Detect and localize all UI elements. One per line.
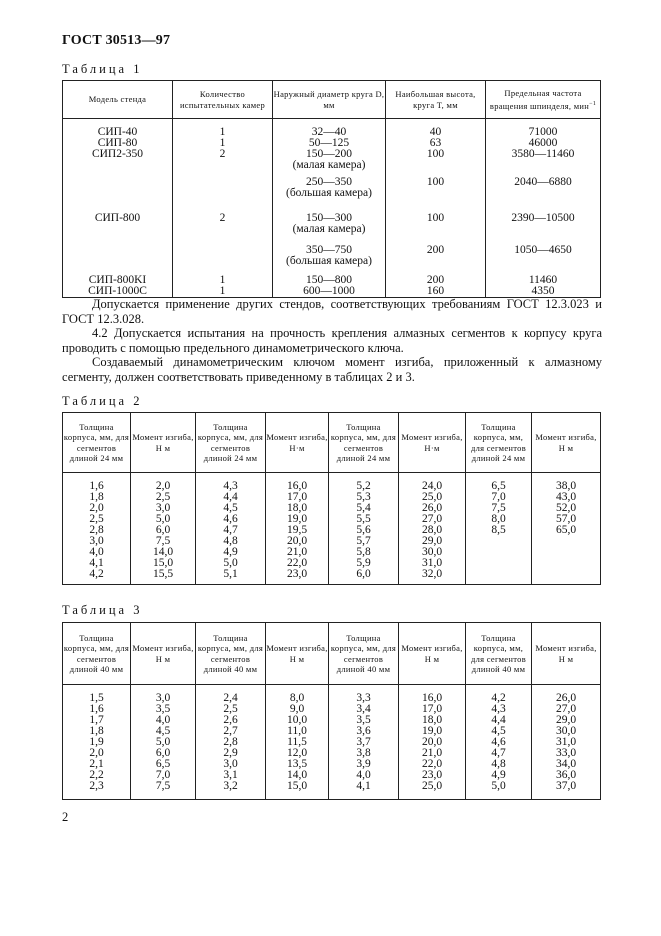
table2-caption: Таблица 2 (62, 394, 143, 408)
table3 (62, 622, 601, 800)
table3-head-thickness: Толщина корпуса, мм, для сегментов длиной 40 мм (196, 623, 266, 685)
table3-cell: 1,7 (89, 714, 104, 726)
table2-cell: 4,8 (223, 535, 238, 547)
table1-cell: 63 (429, 137, 442, 149)
table1-cell: 1 (219, 126, 226, 138)
table3-col-0 (63, 685, 131, 800)
table3-cell: 18,0 (421, 714, 443, 726)
table3-cell: 2,5 (223, 703, 238, 715)
table1-cell: СИП-1000С (88, 285, 147, 297)
table2-head-thickness: Толщина корпуса, мм, для сегментов длиной 24 мм (466, 413, 532, 473)
table2-cell: 28,0 (421, 524, 443, 536)
table3-cell: 3,0 (155, 692, 171, 704)
document-header: ГОСТ 30513—97 (62, 33, 171, 48)
table1-cell (63, 160, 172, 171)
table1-cell (173, 188, 272, 199)
table1-cell: 1 (219, 274, 226, 286)
table1-cell: СИП-800 (94, 212, 141, 224)
table3-cell: 3,6 (356, 725, 371, 737)
table1-head-frequency-text: Предельная частота вращения шпинделя, мин (489, 88, 590, 111)
paragraph-2 (62, 326, 602, 355)
table2-cell: 23,0 (286, 568, 308, 580)
table2-cell: 38,0 (555, 480, 577, 492)
table3-head-moment: Момент изгиба, Н м (131, 623, 196, 685)
table1-cell (63, 256, 172, 267)
page-number: 2 (62, 810, 69, 824)
table3-cell: 7,5 (155, 780, 171, 792)
table2-cell: 5,5 (356, 513, 371, 525)
table3-col-3 (266, 685, 329, 800)
table2-cell: 7,0 (491, 491, 506, 503)
table1-cell: 1050—4650 (514, 244, 572, 256)
table2-cell: 5,2 (356, 480, 371, 492)
table2-cell: 6,5 (491, 480, 506, 492)
table3-cell: 26,0 (555, 692, 577, 704)
table2-cell: 25,0 (421, 491, 443, 503)
table2-cell: 31,0 (421, 557, 443, 569)
table2-cell: 19,0 (286, 513, 308, 525)
table3-cell: 2,8 (223, 736, 238, 748)
table1-cell (486, 256, 600, 267)
table3-cell: 19,0 (421, 725, 443, 737)
table2-cell: 1,8 (89, 491, 104, 503)
table2-cell: 4,1 (89, 557, 104, 569)
table3-head-moment: Момент изгиба, Н м (399, 623, 466, 685)
table2-cell: 5,0 (223, 557, 238, 569)
table3-cell: 11,5 (287, 736, 307, 748)
table2-cell: 4,2 (89, 568, 104, 580)
table1-cell: 11460 (528, 274, 558, 286)
table3-cell: 1,5 (89, 692, 104, 704)
table3-cell: 2,3 (89, 780, 104, 792)
table1-head-model: Модель стенда (63, 81, 173, 119)
table1-cell: 150—200 (306, 148, 352, 160)
table1-cell: 46000 (528, 137, 558, 149)
table1-cell: 40 (429, 126, 442, 138)
table1-cell (486, 160, 600, 171)
table2-cell: 30,0 (421, 546, 443, 558)
table2-cell: 2,0 (155, 480, 171, 492)
table1-cell (486, 224, 600, 235)
table1-col-model (63, 119, 173, 298)
table1-cell: СИП-800KI (88, 274, 147, 286)
table1-cell (63, 245, 172, 256)
table2-cell: 57,0 (555, 513, 577, 525)
table2-cell: 4,4 (223, 491, 238, 503)
table2-head-moment: Момент изгиба, Н м (131, 413, 196, 473)
table3-cell: 20,0 (421, 736, 443, 748)
table1-cell: (малая камера) (292, 223, 366, 235)
table2-cell: 22,0 (286, 557, 308, 569)
paragraph-1 (62, 297, 602, 326)
table2-cell: 8,0 (491, 513, 506, 525)
table3-cell: 4,7 (491, 747, 506, 759)
table1 (62, 80, 601, 298)
table3-col-5 (399, 685, 466, 800)
table2-cell: 32,0 (421, 568, 443, 580)
table3-cell: 4,0 (356, 769, 371, 781)
table2-cell: 52,0 (555, 502, 577, 514)
table3-cell: 27,0 (555, 703, 577, 715)
table3-cell: 3,4 (356, 703, 371, 715)
table3-cell: 5,0 (491, 780, 506, 792)
table3-cell: 4,0 (155, 714, 171, 726)
table3-cell: 3,8 (356, 747, 371, 759)
table2-cell: 4,9 (223, 546, 238, 558)
table3-cell: 16,0 (421, 692, 443, 704)
table3-head-thickness: Толщина корпуса, мм, для сегментов длиной 40 мм (329, 623, 399, 685)
table2-cell: 20,0 (286, 535, 308, 547)
table2-cell: 1,6 (89, 480, 104, 492)
table3-cell: 29,0 (555, 714, 577, 726)
table2-cell: 2,5 (155, 491, 171, 503)
table3-cell: 34,0 (555, 758, 577, 770)
table1-cell: (малая камера) (292, 159, 366, 171)
table2-cell: 16,0 (286, 480, 308, 492)
table3-cell: 22,0 (421, 758, 443, 770)
table2-cell: 21,0 (286, 546, 308, 558)
table3-cell: 3,0 (223, 758, 238, 770)
table1-cell (386, 188, 485, 199)
table3-cell: 2,6 (223, 714, 238, 726)
table1-cell: 160 (426, 285, 445, 297)
table3-caption: Таблица 3 (62, 603, 143, 617)
table2-cell: 19,5 (286, 524, 308, 536)
table2-cell: 5,7 (356, 535, 371, 547)
table2-head-moment: Момент изгиба, Н м (532, 413, 601, 473)
table3-cell: 3,5 (356, 714, 371, 726)
table3-cell: 9,0 (289, 703, 305, 715)
table3-cell: 7,0 (155, 769, 171, 781)
table3-cell: 3,1 (223, 769, 238, 781)
table2-col-7 (532, 473, 601, 585)
table3-cell: 2,7 (223, 725, 238, 737)
table1-cell: 3580—11460 (511, 148, 575, 160)
table3-cell: 2,2 (89, 769, 104, 781)
table1-col-frequency (486, 119, 601, 298)
table3-head-moment: Момент изгиба, Н м (266, 623, 329, 685)
table1-head-diameter: Наружный диаметр круга D, мм (273, 81, 386, 119)
table2-col-5 (399, 473, 466, 585)
table3-cell: 12,0 (286, 747, 308, 759)
table3-cell: 3,3 (356, 692, 371, 704)
table3-col-2 (196, 685, 266, 800)
table3-cell: 37,0 (555, 780, 577, 792)
table3-cell: 1,9 (89, 736, 104, 748)
table3-cell: 4,4 (491, 714, 506, 726)
table3-cell: 8,0 (289, 692, 305, 704)
table3-cell: 25,0 (421, 780, 443, 792)
table1-cell (173, 256, 272, 267)
table1-cell: СИП-80 (97, 137, 138, 149)
table3-cell: 4,6 (491, 736, 506, 748)
table2-col-2 (196, 473, 266, 585)
table3-cell: 4,2 (491, 692, 506, 704)
table1-cell: 32—40 (311, 126, 347, 138)
table2-cell: 3,0 (155, 502, 171, 514)
table3-cell: 33,0 (555, 747, 577, 759)
table2-head-moment: Момент изгиба, Н·м (266, 413, 329, 473)
table2-cell: 3,0 (89, 535, 104, 547)
table1-cell: (большая камера) (286, 187, 372, 199)
table1-cell: 2 (219, 212, 226, 224)
table1-col-diameter (273, 119, 386, 298)
table1-cell (386, 256, 485, 267)
table2-cell: 43,0 (555, 491, 577, 503)
table3-cell: 21,0 (421, 747, 443, 759)
table3-cell: 11,0 (287, 725, 307, 737)
table2-cell: 5,4 (356, 502, 371, 514)
table3-cell: 3,2 (223, 780, 238, 792)
table3-cell: 23,0 (421, 769, 443, 781)
table3-cell: 3,7 (356, 736, 371, 748)
table3-head-moment: Момент изгиба, Н м (532, 623, 601, 685)
table2-cell: 27,0 (421, 513, 443, 525)
table2-col-3 (266, 473, 329, 585)
table2-cell: 14,0 (152, 546, 174, 558)
table1-cell: 200 (426, 274, 445, 286)
table3-head-thickness: Толщина корпуса, мм, для сегментов длиной 40 мм (466, 623, 532, 685)
table1-cell (63, 224, 172, 235)
table2-cell: 8,5 (491, 524, 506, 536)
table1-head-frequency-exp: −1 (589, 100, 597, 107)
table3-cell: 31,0 (555, 736, 577, 748)
table1-cell: 2390—10500 (511, 212, 575, 224)
table1-cell (173, 177, 272, 188)
table3-head-thickness: Толщина корпуса, мм, для сегментов длиной 40 мм (63, 623, 131, 685)
table2-cell: 15,0 (152, 557, 174, 569)
table3-cell: 14,0 (286, 769, 308, 781)
table3-cell: 5,0 (155, 736, 171, 748)
table2-col-6 (466, 473, 532, 585)
table1-cell (173, 245, 272, 256)
table1-cell: 100 (426, 176, 445, 188)
table1-cell (386, 160, 485, 171)
table2-col-4 (329, 473, 399, 585)
table2-cell: 24,0 (421, 480, 443, 492)
table3-cell: 2,4 (223, 692, 238, 704)
table1-cell: 150—300 (306, 212, 352, 224)
paragraph-2-text: 4.2 Допускается испытания на прочность крепления алмазных сегментов к корпусу круга проводить с помощью предельного динамометрического ключа. (62, 326, 602, 355)
table1-cell: 4350 (531, 285, 555, 297)
table3-cell: 6,0 (155, 747, 171, 759)
table2-cell: 18,0 (286, 502, 308, 514)
table1-col-height (386, 119, 486, 298)
table3-col-6 (466, 685, 532, 800)
table1-caption: Таблица 1 (62, 62, 143, 76)
table3-col-4 (329, 685, 399, 800)
table3-cell: 2,0 (89, 747, 104, 759)
table3-cell: 4,9 (491, 769, 506, 781)
table2-cell: 4,7 (223, 524, 238, 536)
table3-cell: 3,9 (356, 758, 371, 770)
table1-cell: 100 (426, 148, 445, 160)
table1-cell: 71000 (528, 126, 558, 138)
table2-cell: 5,3 (356, 491, 371, 503)
table2-cell: 2,5 (89, 513, 104, 525)
table2-cell: 2,0 (89, 502, 104, 514)
table1-head-height: Наибольшая высота, круга T, мм (386, 81, 486, 119)
table2-head-moment: Момент изгиба, Н·м (399, 413, 466, 473)
table2-cell: 15,5 (152, 568, 174, 580)
table3-cell: 17,0 (421, 703, 443, 715)
table3-cell: 2,9 (223, 747, 238, 759)
table2-cell: 4,6 (223, 513, 238, 525)
table3-col-7 (532, 685, 601, 800)
table1-head-chambers: Количество испытательных камер (173, 81, 273, 119)
table3-cell: 1,6 (89, 703, 104, 715)
table2-cell: 6,0 (356, 568, 371, 580)
table2-cell: 5,8 (356, 546, 371, 558)
table1-cell (386, 224, 485, 235)
table3-cell: 4,8 (491, 758, 506, 770)
table3-cell: 30,0 (555, 725, 577, 737)
table3-cell: 4,5 (155, 725, 171, 737)
table3-cell: 2,1 (89, 758, 104, 770)
table1-cell: 200 (426, 244, 445, 256)
table2-cell: 7,5 (491, 502, 506, 514)
table1-cell: СИП-40 (97, 126, 138, 138)
table1-cell: 100 (426, 212, 445, 224)
table1-col-chambers (173, 119, 273, 298)
table1-cell (63, 177, 172, 188)
table3-col-1 (131, 685, 196, 800)
table1-cell (173, 160, 272, 171)
table3-cell: 4,3 (491, 703, 506, 715)
paragraph-3-text: Создаваемый динамометрическим ключом момент изгиба, приложенный к алмазному сегменту, должен соответствовать приведенному в таблицах 2 и 3. (62, 355, 602, 384)
table3-cell: 15,0 (286, 780, 308, 792)
table2-cell: 5,6 (356, 524, 371, 536)
table3-cell: 6,5 (155, 758, 171, 770)
table1-cell (63, 188, 172, 199)
table1-cell: 50—125 (308, 137, 350, 149)
table2-cell: 5,1 (223, 568, 238, 580)
paragraph-3 (62, 355, 602, 384)
table1-head-frequency (486, 81, 601, 119)
table2-cell: 17,0 (286, 491, 308, 503)
table3-cell: 1,8 (89, 725, 104, 737)
table3-cell: 3,5 (155, 703, 171, 715)
table3-cell: 10,0 (286, 714, 308, 726)
table1-cell: 1 (219, 285, 226, 297)
table2-cell: 6,0 (155, 524, 171, 536)
table2-cell: 2,8 (89, 524, 104, 536)
table1-cell: 2040—6880 (514, 176, 572, 188)
table2-cell: 5,9 (356, 557, 371, 569)
table1-cell: 1 (219, 137, 226, 149)
table1-cell: 150—800 (306, 274, 352, 286)
table1-cell: (большая камера) (286, 255, 372, 267)
table2-cell: 4,0 (89, 546, 104, 558)
table2-cell: 26,0 (421, 502, 443, 514)
table1-cell: 350—750 (306, 244, 352, 256)
table2-cell: 29,0 (421, 535, 443, 547)
table1-cell: 250—350 (306, 176, 352, 188)
table2-cell: 4,5 (223, 502, 238, 514)
table1-cell (486, 188, 600, 199)
table3-cell: 4,1 (356, 780, 371, 792)
table2-head-thickness: Толщина корпуса, мм, для сегментов длиной 24 мм (63, 413, 131, 473)
table1-cell: 600—1000 (303, 285, 355, 297)
table3-cell: 4,5 (491, 725, 506, 737)
table1-cell (173, 224, 272, 235)
table2-cell: 4,3 (223, 480, 238, 492)
table2-col-0 (63, 473, 131, 585)
table2-cell: 65,0 (555, 524, 577, 536)
table1-cell: 2 (219, 148, 226, 160)
table2 (62, 412, 601, 585)
table2-head-thickness: Толщина корпуса, мм, для сегментов длиной 24 мм (196, 413, 266, 473)
table2-cell: 7,5 (155, 535, 171, 547)
table1-cell: СИП2-350 (91, 148, 144, 160)
table2-cell: 5,0 (155, 513, 171, 525)
table2-col-1 (131, 473, 196, 585)
table2-head-thickness: Толщина корпуса, мм, для сегментов длиной 24 мм (329, 413, 399, 473)
paragraph-1-text: Допускается применение других стендов, соответствующих требованиям ГОСТ 12.3.023 и ГОСТ 12.3.028. (62, 297, 602, 326)
table3-cell: 36,0 (555, 769, 577, 781)
table3-cell: 13,5 (286, 758, 308, 770)
